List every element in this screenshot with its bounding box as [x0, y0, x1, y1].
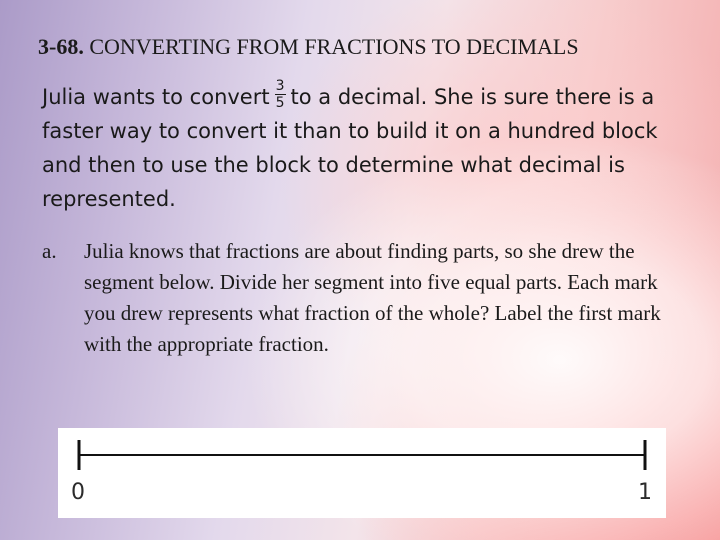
part-a-text: Julia knows that fractions are about finding parts, so she drew the segment below. Divide her segment into five equal parts. Each mark you drew represents what fraction of the whole? Label the first mark with the appropriate fraction. — [84, 239, 661, 356]
part-a-letter: a. — [42, 239, 57, 263]
fraction-three-fifths — [275, 79, 286, 110]
title-text: CONVERTING FROM FRACTIONS TO DECIMALS — [89, 34, 579, 59]
number-line-segment — [58, 428, 666, 518]
problem-number: 3-68. — [38, 34, 84, 59]
part-a — [42, 236, 682, 360]
intro-paragraph — [42, 77, 672, 216]
slide-title — [38, 33, 579, 61]
end-label: 1 — [638, 480, 652, 505]
fraction-numerator: 3 — [275, 77, 285, 94]
start-label: 0 — [71, 480, 85, 505]
intro-text-before: Julia wants to convert — [42, 85, 270, 109]
segment-drawing — [58, 428, 666, 518]
intro-text-after: to a decimal. She is sure there is a faster way to convert it than to build it on a hundred block and then to use the block to determine what decimal is represented. — [42, 85, 658, 211]
fraction-denominator: 5 — [275, 94, 285, 111]
